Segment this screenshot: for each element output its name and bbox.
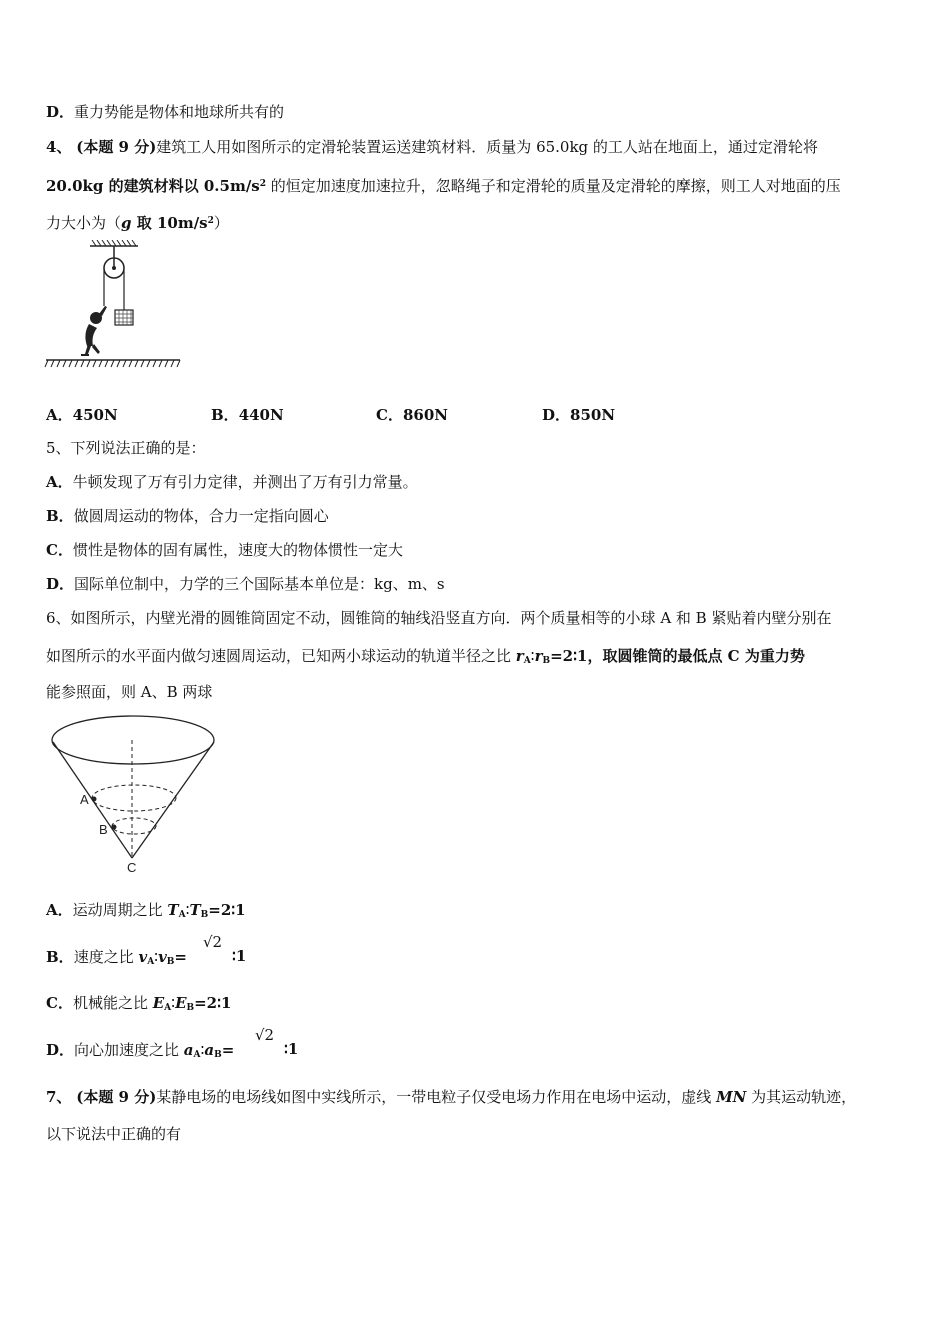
- cone-right-side: [132, 742, 214, 858]
- q4-stem-line1: 4、 (本题 9 分)建筑工人用如图所示的定滑轮装置运送建筑材料．质量为 65.0kg 的工人站在地面上，通过定滑轮将: [46, 138, 818, 156]
- ball-a: [92, 797, 97, 802]
- q6-option-b[interactable]: B．速度之比 $v_A∶v_B=$: [46, 948, 187, 967]
- q6-option-c[interactable]: C．机械能之比 $E_A∶E_B=2∶1$: [46, 994, 232, 1013]
- q4-stem-line3: 力大小为（g 取 $10m/s^2$）: [46, 214, 229, 232]
- ground-hatch: [45, 360, 180, 367]
- q6-option-d[interactable]: D．向心加速度之比 $a_A∶a_B=$: [46, 1041, 235, 1060]
- q4-stem-line2: 20.0kg 的建筑材料以 $0.5m/s^2$ 的恒定加速度加速拉升，忽略绳子和定滑轮的质量及定滑轮的摩擦，则工人对地面的压: [46, 177, 841, 195]
- label-b: B: [99, 822, 108, 837]
- q5-option-c[interactable]: C．惯性是物体的固有属性，速度大的物体惯性一定大: [46, 541, 403, 559]
- orbit-a: [92, 785, 176, 811]
- q7-stem-line2: 以下说法中正确的有: [46, 1125, 182, 1143]
- q6-option-b-tail: ∶1: [232, 947, 247, 965]
- q6-stem-line3: 能参照面，则 A、B 两球: [46, 683, 213, 701]
- orbit-b: [112, 818, 156, 834]
- q4-option-b[interactable]: B．440N: [211, 406, 284, 424]
- q7-stem-line1: 7、 (本题 9 分)某静电场的电场线如图中实线所示，一带电粒子仅受电场力作用在电场中运动，虚线 MN 为其运动轨迹，: [46, 1088, 857, 1106]
- q4-pulley-figure: [44, 240, 184, 375]
- q4-option-d[interactable]: D．850N: [542, 406, 616, 424]
- q6-stem-line2: 如图所示的水平面内做匀速圆周运动，已知两小球运动的轨道半径之比 $r_A∶r_B=2∶1$，取圆锥筒的最低点 C 为重力势: [46, 647, 805, 666]
- q6-option-d-tail: ∶1: [284, 1040, 299, 1058]
- q3-option-d: D．重力势能是物体和地球所共有的: [46, 103, 285, 121]
- q4-option-a[interactable]: A．450N: [46, 406, 118, 424]
- label-c: C: [127, 860, 137, 875]
- q4-option-c[interactable]: C．860N: [376, 406, 448, 424]
- label-a: A: [80, 792, 89, 807]
- q6-stem-line1: 6、如图所示，内壁光滑的圆锥筒固定不动，圆锥筒的轴线沿竖直方向．两个质量相等的小球 A 和 B 紧贴着内壁分别在: [46, 609, 832, 627]
- ball-b: [112, 825, 117, 830]
- q5-stem: 5、下列说法正确的是：: [46, 439, 206, 457]
- sqrt-two-b: √2: [203, 933, 223, 951]
- sqrt-two-d: √2: [255, 1026, 275, 1044]
- q6-option-a[interactable]: A．运动周期之比 $T_A∶T_B=2∶1$: [46, 901, 246, 920]
- q5-option-b[interactable]: B．做圆周运动的物体，合力一定指向圆心: [46, 507, 329, 525]
- material-box: [115, 310, 133, 325]
- q6-cone-figure: [48, 712, 220, 878]
- ceiling-hatch: [90, 240, 138, 246]
- worker-figure: [81, 306, 107, 356]
- q5-option-a[interactable]: A．牛顿发现了万有引力定律，并测出了万有引力常量。: [46, 473, 418, 491]
- q5-option-d[interactable]: D．国际单位制中，力学的三个国际基本单位是：kg、m、s: [46, 575, 445, 593]
- cone-rim: [52, 716, 214, 764]
